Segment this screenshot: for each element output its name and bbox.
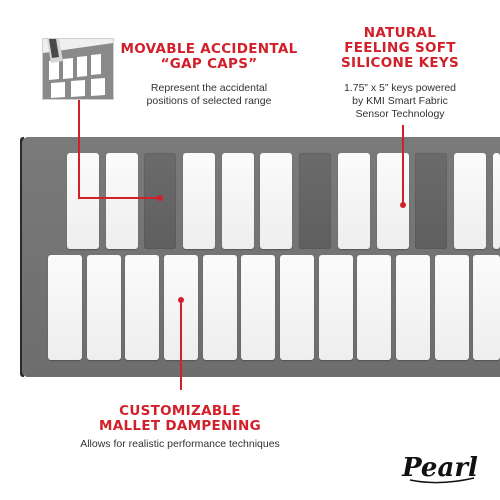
silicone-keys-leader [402,125,404,205]
accidental-key [106,153,138,249]
accidental-key [67,153,99,249]
accidental-key [454,153,486,249]
gap-caps-description: Represent the accidental positions of selected range [146,82,272,107]
dampening-title: CUSTOMIZABLE MALLET DAMPENING [99,403,261,434]
pearl-logo-icon [396,448,484,488]
silicone-keys-description: 1.75” x 5” keys powered by KMI Smart Fabric Sensor Technology [343,82,457,120]
silicone-keys-title: NATURAL FEELING SOFT SILICONE KEYS [340,25,460,71]
accidental-key [222,153,254,249]
natural-key [357,255,391,360]
dampening-description: Allows for realistic performance techniques [80,438,280,450]
dampening-leader [180,300,182,390]
natural-key [203,255,237,360]
accidental-key [377,153,409,249]
natural-key [280,255,314,360]
gap-cap-thumbnail-icon [42,38,114,100]
gap-cap [299,153,331,249]
natural-key [241,255,275,360]
natural-key [125,255,159,360]
gap-cap [144,153,176,249]
pearl-logo-text: Pearl [402,453,478,483]
natural-key [396,255,430,360]
natural-key [87,255,121,360]
accidental-key [183,153,215,249]
natural-key [473,255,500,360]
gap-caps-leader-horizontal [78,197,160,199]
natural-key [48,255,82,360]
dampening-leader-dot [178,297,184,303]
gap-cap [415,153,447,249]
gap-caps-title: MOVABLE ACCIDENTAL “GAP CAPS” [120,41,298,72]
accidental-key [493,153,500,249]
natural-key [435,255,469,360]
silicone-keys-leader-dot [400,202,406,208]
accidental-key [338,153,370,249]
gap-caps-leader-vertical [78,100,80,199]
accidental-key [260,153,292,249]
gap-caps-leader-dot [157,195,163,201]
natural-key [319,255,353,360]
